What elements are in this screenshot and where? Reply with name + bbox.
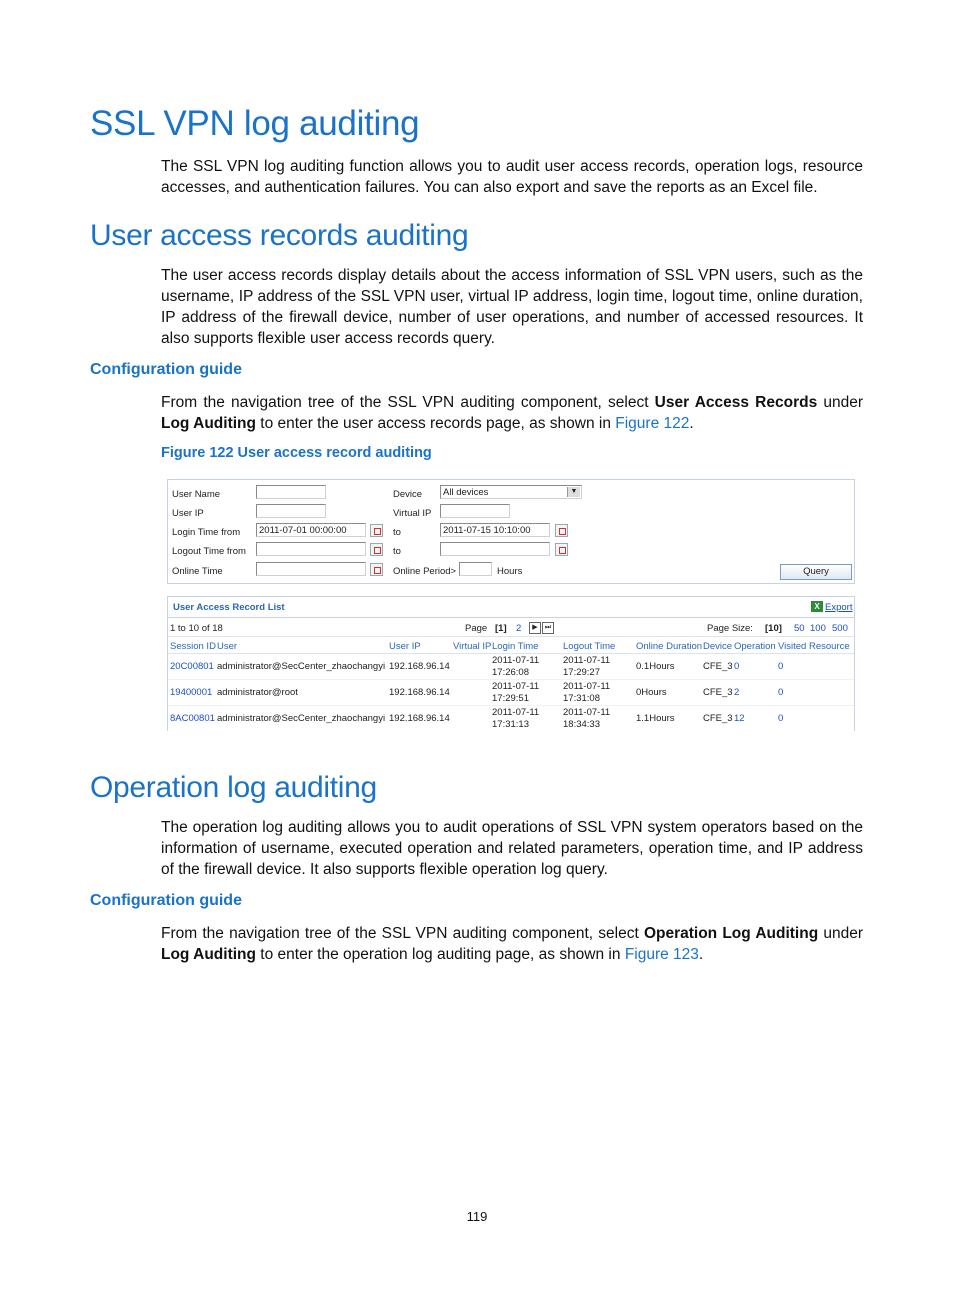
subsection-heading: Configuration guide — [90, 361, 242, 378]
excel-icon[interactable]: X — [811, 601, 823, 612]
column-header[interactable]: Visited Resource — [778, 641, 850, 652]
logout-time-cell: 17:31:08 — [563, 693, 600, 704]
online-time-input[interactable] — [256, 562, 366, 576]
page-label: Page — [465, 623, 488, 634]
page-current: [1] — [495, 623, 507, 634]
subsection-heading: Configuration guide — [90, 892, 242, 909]
record-list-title: User Access Record List — [173, 602, 285, 613]
figure-caption: Figure 122 User access record auditing — [161, 445, 432, 461]
page-size-option[interactable]: 50 — [794, 623, 805, 634]
session-id-link[interactable]: 20C00801 — [170, 661, 214, 672]
login-time-cell: 17:31:13 — [492, 719, 529, 730]
table-row — [168, 706, 854, 731]
virtual-ip-label: Virtual IP — [393, 508, 432, 519]
chevron-down-icon[interactable]: ▼ — [567, 487, 580, 497]
user-ip-label: User IP — [172, 508, 204, 519]
logout-date-cell: 2011-07-11 — [563, 655, 611, 666]
page-title: SSL VPN log auditing — [90, 104, 420, 143]
logout-date-cell: 2011-07-11 — [563, 707, 611, 718]
to-label: to — [393, 527, 401, 538]
user-ip-cell: 192.168.96.14 — [389, 661, 450, 672]
logout-time-from-input[interactable] — [256, 542, 366, 556]
user-ip-cell: 192.168.96.14 — [389, 713, 450, 724]
login-time-from-input[interactable]: 2011-07-01 00:00:00 — [256, 523, 366, 537]
table-header — [168, 637, 854, 654]
calendar-icon[interactable] — [555, 524, 568, 537]
session-id-link[interactable]: 8AC00801 — [170, 713, 215, 724]
device-cell: CFE_3 — [703, 661, 733, 672]
section-intro: The SSL VPN log auditing function allows you to audit user access records, operation logs, resource accesses, and authentication failures. You can also export and save the reports as an Excel file. — [161, 158, 863, 196]
hours-label: Hours — [497, 566, 523, 577]
column-header[interactable]: Online Duration — [636, 641, 703, 652]
login-time-from-label: Login Time from — [172, 527, 241, 538]
login-date-cell: 2011-07-11 — [492, 655, 540, 666]
section-intro: The operation log auditing allows you to audit operations of SSL VPN system operators based on the information of username, executed operation and related parameters, operation time, and IP address of the firewall device. It also supports flexible operation log query. — [161, 819, 863, 878]
page-size-current: [10] — [765, 623, 782, 634]
user-name-label: User Name — [172, 489, 221, 500]
page-number: 119 — [466, 1209, 488, 1224]
login-date-cell: 2011-07-11 — [492, 681, 540, 692]
page-size-option[interactable]: 100 — [810, 623, 826, 634]
online-period-input[interactable] — [459, 562, 492, 576]
user-cell: administrator@root — [217, 687, 298, 698]
figure-link[interactable]: Figure 122 — [615, 415, 690, 432]
column-header[interactable]: Virtual IP — [453, 641, 492, 652]
pagination-bar — [168, 618, 854, 637]
logout-date-cell: 2011-07-11 — [563, 681, 611, 692]
device-label: Device — [393, 489, 423, 500]
virtual-ip-input[interactable] — [440, 504, 510, 518]
section-intro: The user access records display details about the access information of SSL VPN users, such as the username, IP address of the SSL VPN user, virtual IP address, login time, logout time, online duration, IP address of the firewall device, number of user operations, and number of accessed resources. It also supports flexible user access records query. — [161, 267, 863, 347]
page-size-option[interactable]: 500 — [832, 623, 848, 634]
operation-link[interactable]: 12 — [734, 713, 745, 724]
user-cell: administrator@SecCenter_zhaochangyi — [217, 661, 386, 672]
query-button[interactable]: Query — [780, 564, 852, 580]
duration-cell: 0Hours — [636, 687, 667, 698]
column-header[interactable]: User — [217, 641, 238, 652]
duration-cell: 1.1Hours — [636, 713, 675, 724]
device-select-value: All devices — [443, 487, 489, 498]
login-time-cell: 17:26:08 — [492, 667, 529, 678]
visited-link[interactable]: 0 — [778, 713, 784, 724]
user-cell: administrator@SecCenter_zhaochangyi — [217, 713, 386, 724]
section-heading-user-access: User access records auditing — [90, 219, 469, 252]
online-time-label: Online Time — [172, 566, 223, 577]
record-list — [167, 596, 855, 731]
visited-link[interactable]: 0 — [778, 687, 784, 698]
duration-cell: 0.1Hours — [636, 661, 675, 672]
figure-link[interactable]: Figure 123 — [624, 946, 699, 963]
device-select[interactable] — [440, 485, 582, 499]
login-date-cell: 2011-07-11 — [492, 707, 540, 718]
login-time-cell: 17:29:51 — [492, 693, 529, 704]
logout-time-cell: 17:29:27 — [563, 667, 600, 678]
calendar-icon[interactable] — [370, 543, 383, 556]
calendar-icon[interactable] — [370, 563, 383, 576]
column-header[interactable]: Operation — [734, 641, 776, 652]
column-header[interactable]: Login Time — [492, 641, 539, 652]
logout-time-to-input[interactable] — [440, 542, 550, 556]
section-heading-operation-log: Operation log auditing — [90, 771, 377, 804]
next-page-icon[interactable]: ▶ — [529, 622, 541, 634]
logout-time-from-label: Logout Time from — [172, 546, 246, 557]
user-ip-input[interactable] — [256, 504, 326, 518]
last-page-icon[interactable]: ⏭ — [542, 622, 554, 634]
operation-link[interactable]: 0 — [734, 661, 740, 672]
visited-link[interactable]: 0 — [778, 661, 784, 672]
page-size-label: Page Size: — [707, 623, 753, 634]
record-range: 1 to 10 of 18 — [170, 623, 223, 634]
session-id-link[interactable]: 19400001 — [170, 687, 213, 698]
user-name-input[interactable] — [256, 485, 326, 499]
online-period-label: Online Period> — [393, 566, 457, 577]
guide-paragraph: From the navigation tree of the SSL VPN auditing component, select Operation Log Auditing under Log Auditing to enter the operation log auditing page, as shown in Figure 123. — [161, 925, 863, 963]
login-time-to-input[interactable]: 2011-07-15 10:10:00 — [440, 523, 550, 537]
column-header[interactable]: Device — [703, 641, 733, 652]
export-link[interactable]: Export — [825, 602, 853, 613]
record-list-header — [168, 597, 854, 618]
column-header[interactable]: Logout Time — [563, 641, 616, 652]
query-form — [167, 479, 855, 584]
logout-time-cell: 18:34:33 — [563, 719, 600, 730]
guide-paragraph: From the navigation tree of the SSL VPN auditing component, select User Access Records under Log Auditing to enter the user access records page, as shown in Figure 122. — [161, 394, 864, 432]
table-row — [168, 654, 854, 680]
calendar-icon[interactable] — [370, 524, 383, 537]
page-link[interactable]: 2 — [516, 623, 522, 634]
calendar-icon[interactable] — [555, 543, 568, 556]
device-cell: CFE_3 — [703, 687, 733, 698]
user-ip-cell: 192.168.96.14 — [389, 687, 450, 698]
device-cell: CFE_3 — [703, 713, 733, 724]
to-label: to — [393, 546, 401, 557]
operation-link[interactable]: 2 — [734, 687, 740, 698]
column-header[interactable]: Session ID — [170, 641, 216, 652]
table-row — [168, 680, 854, 706]
column-header[interactable]: User IP — [389, 641, 421, 652]
